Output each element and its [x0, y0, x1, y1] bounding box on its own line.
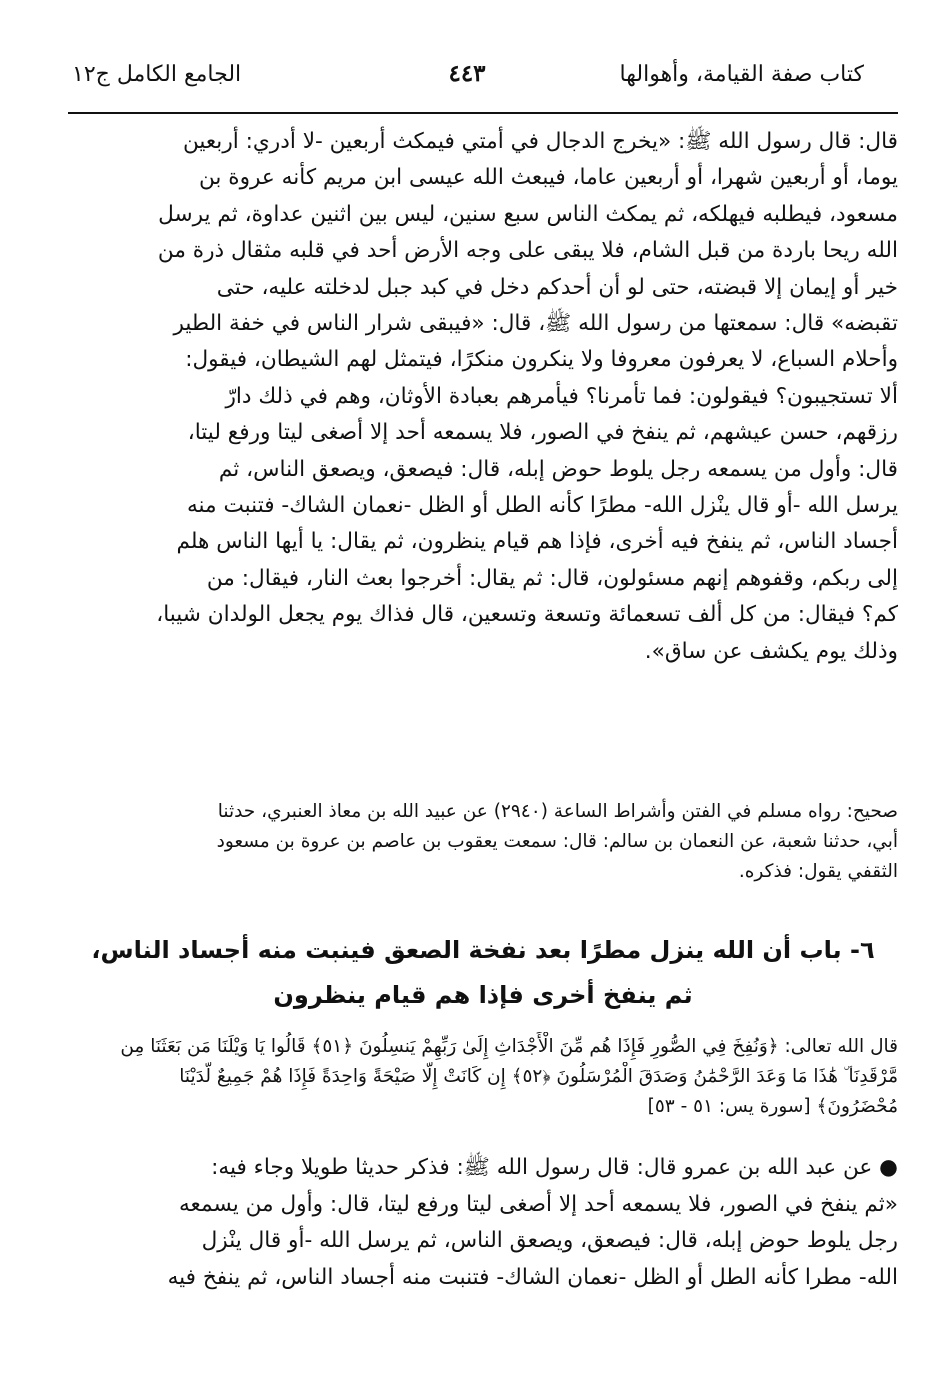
text-line: وأحلام السباع، لا يعرفون معروفا ولا ينكرون منكرًا، فيتمثل لهم الشيطان، فيقول:	[185, 347, 898, 373]
hadith-second-text	[68, 1150, 898, 1296]
text-line: ● عن عبد الله بن عمرو قال: قال رسول الله ﷺ: فذكر حديثا طويلا وجاء فيه:	[211, 1155, 898, 1180]
text-line: يوما، أو أربعين شهرا، أو أربعين عاما، فيبعث الله عيسى ابن مريم كأنه عروة بن	[198, 165, 898, 191]
running-header-book: الجامع الكامل ج١٢	[72, 62, 242, 87]
header-rule	[68, 112, 898, 114]
text-line: إلى ربكم، وقفوهم إنهم مسئولون، قال: ثم يقال: أخرجوا بعث النار، فيقال: من	[206, 565, 898, 591]
takhrij-note	[68, 797, 898, 887]
quran-line: مُحْضَرُونَ﴾ [سورة يس: ٥١ - ٥٣]	[647, 1096, 898, 1117]
quran-quote	[68, 1032, 898, 1122]
heading-line: ثم ينفخ أخرى فإذا هم قيام ينظرون	[273, 981, 693, 1009]
text-line: أجساد الناس، ثم ينفخ فيه أخرى، فإذا هم قيام ينظرون، ثم يقال: يا أيها الناس هلم	[176, 529, 898, 555]
hadith-main-text	[68, 124, 898, 670]
text-line: الله ريحا باردة من قبل الشام، فلا يبقى على وجه الأرض أحد في قلبه مثقال ذرة من	[157, 238, 898, 264]
quran-line: قال الله تعالى: ﴿وَنُفِخَ فِي الصُّورِ فَإِذَا هُم مِّنَ الْأَجْدَاثِ إِلَىٰ رَبِّهِمْ يَنسِلُونَ ﴿٥١﴾ قَالُوا يَا وَيْلَنَا مَن بَعَثَنَا مِن	[120, 1036, 898, 1057]
quran-line: مَّرْقَدِنَا ۜ هَٰذَا مَا وَعَدَ الرَّحْمَٰنُ وَصَدَقَ الْمُرْسَلُونَ ﴿٥٢﴾ إِن كَانَتْ إِلَّا صَيْحَةً وَاحِدَةً فَإِذَا هُمْ جَمِيعٌ لَّدَيْنَا	[179, 1066, 898, 1087]
text-line: تقبضه» قال: سمعتها من رسول الله ﷺ، قال: «فيبقى شرار الناس في خفة الطير	[173, 311, 898, 337]
chapter-heading	[68, 928, 898, 1018]
text-line: قال: وأول من يسمعه رجل يلوط حوض إبله، قال: فيصعق، ويصعق الناس، ثم	[218, 456, 898, 482]
text-line: كم؟ فيقال: من كل ألف تسعمائة وتسعة وتسعين، قال فذاك يوم يجعل الولدان شيبا،	[156, 602, 898, 628]
text-line: الله- مطرا كأنه الطل أو الظل -نعمان الشاك- فتنبت منه أجساد الناس، ثم ينفخ فيه	[167, 1264, 898, 1290]
text-line: رجل يلوط حوض إبله، قال: فيصعق، ويصعق الناس، ثم يرسل الله -أو قال ينْزل	[201, 1228, 898, 1253]
text-line: رزقهم، حسن عيشهم، ثم ينفخ في الصور، فلا يسمعه أحد إلا أصغى ليتا ورفع ليتا،	[187, 420, 898, 446]
text-line: قال: قال رسول الله ﷺ: «يخرج الدجال في أمتي فيمكث أربعين -لا أدري: أربعين	[182, 129, 898, 154]
text-line: ألا تستجيبون؟ فيقولون: فما تأمرنا؟ فيأمرهم بعبادة الأوثان، وهم في ذلك دارّ	[225, 383, 898, 409]
text-line: مسعود، فيطلبه فيهلكه، ثم يمكث الناس سبع سنين، ليس بين اثنين عداوة، ثم يرسل	[158, 201, 898, 227]
text-line: خير أو إيمان إلا قبضته، حتى لو أن أحدكم دخل في كبد جبل لدخلته عليه، حتى	[216, 274, 898, 300]
note-line: أبي، حدثنا شعبة، عن النعمان بن سالم: قال: سمعت يعقوب بن عاصم بن عروة بن مسعود	[216, 831, 898, 852]
text-line: وذلك يوم يكشف عن ساق».	[644, 638, 898, 664]
text-line: «ثم ينفخ في الصور، فلا يسمعه أحد إلا أصغى ليتا ورفع ليتا، قال: وأول من يسمعه	[178, 1191, 898, 1217]
heading-line: ٦- باب أن الله ينزل مطرًا بعد نفخة الصعق فينبت منه أجساد الناس،	[91, 936, 875, 964]
text-line: يرسل الله -أو قال ينْزل الله- مطرًا كأنه الطل أو الظل -نعمان الشاك- فتنبت منه	[186, 493, 898, 519]
page-number: ٤٤٣	[448, 60, 486, 87]
note-line: صحيح: رواه مسلم في الفتن وأشراط الساعة (٢٩٤٠) عن عبيد الله بن معاذ العنبري، حدثنا	[217, 801, 898, 822]
running-header-chapter: كتاب صفة القيامة، وأهوالها	[619, 62, 864, 87]
note-line: الثقفي يقول: فذكره.	[738, 861, 898, 882]
